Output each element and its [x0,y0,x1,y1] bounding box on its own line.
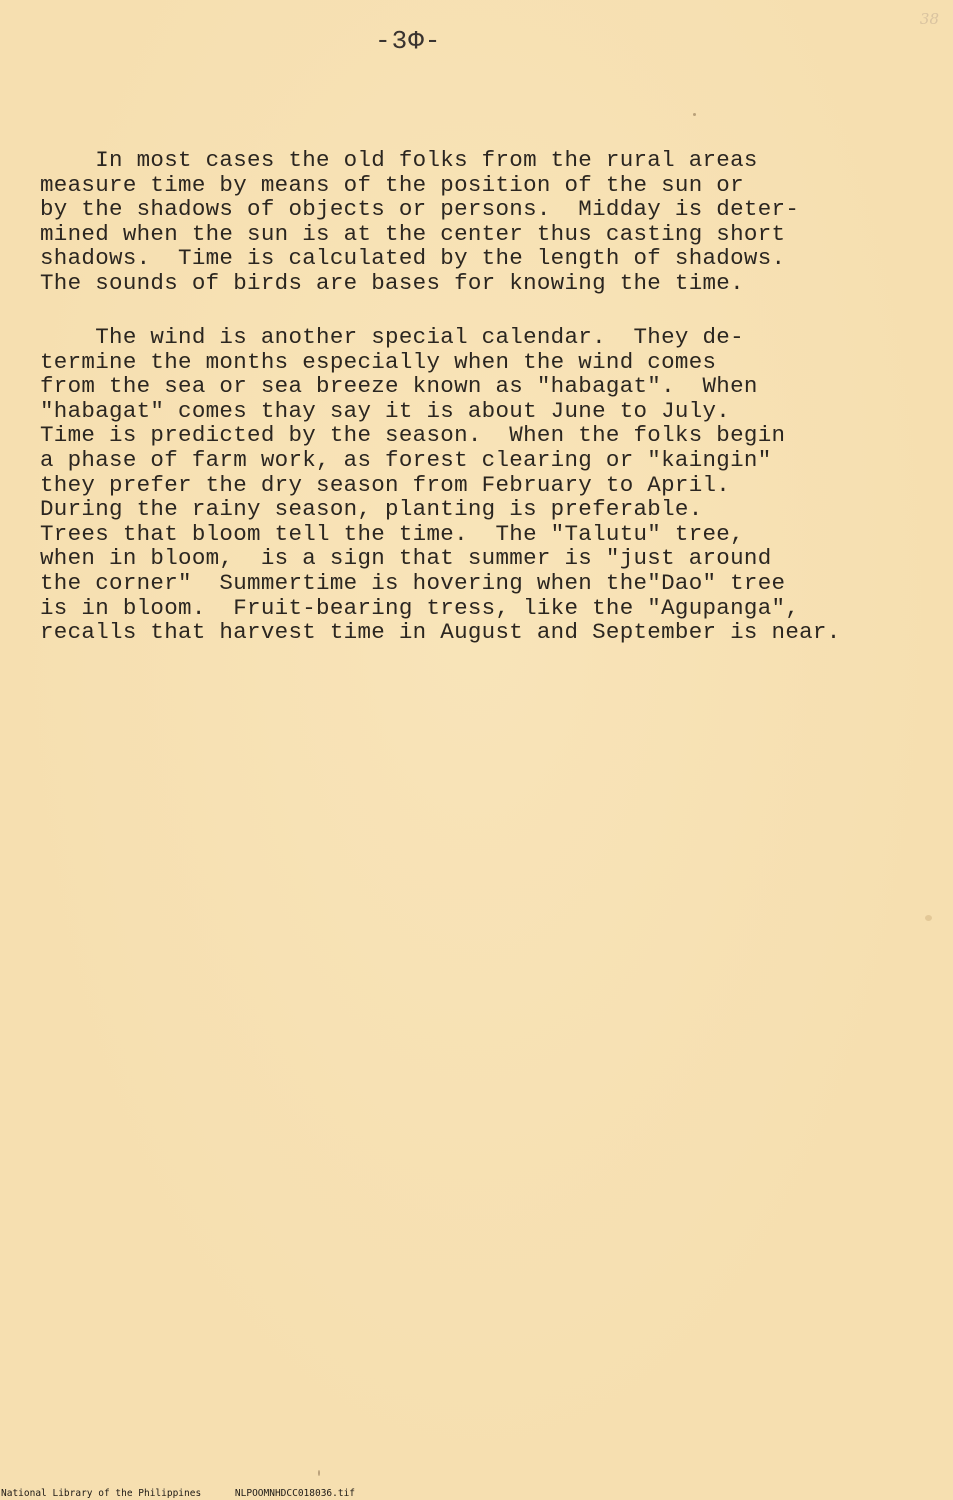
text-line: During the rainy season, planting is preferable. [40,496,703,523]
text-line: Trees that bloom tell the time. The "Talutu" tree, [40,520,744,547]
scan-footer [1,1488,383,1499]
text-line: is in bloom. Fruit-bearing tress, like the "Agupanga", [40,594,800,621]
text-line: In most cases the old folks from the rural areas [40,147,758,173]
text-line: termine the months especially when the wind comes [40,348,717,375]
text-line: The sounds of birds are bases for knowing the time. [40,269,744,296]
scan-filename: NLPOOMNHDCC018036.tif [234,1488,356,1499]
corner-page-mark: 38 [919,10,939,28]
library-credit: National Library of the Philippines [1,1488,202,1499]
text-line: by the shadows of objects or persons. Midday is deter- [40,196,800,223]
text-line: the corner" Summertime is hovering when the"Dao" tree [40,569,786,596]
text-line: mined when the sun is at the center thus casting short [40,220,786,247]
paragraph-wind-calendar [40,325,920,645]
text-line: a phase of farm work, as forest clearing or "kaingin" [40,446,772,473]
paragraph-time-measurement [40,148,920,296]
paper-speck [693,113,696,116]
text-line: from the sea or sea breeze known as "habagat". When [40,373,758,400]
text-line: "habagat" comes thay say it is about June to July. [40,397,731,424]
text-line: shadows. Time is calculated by the length of shadows. [40,245,786,272]
paper-speck [318,1470,320,1476]
page-number: -3Φ- [375,26,442,56]
text-line: recalls that harvest time in August and September is near. [40,619,841,646]
text-line: they prefer the dry season from February to April. [40,471,731,498]
text-line: when in bloom, is a sign that summer is "just around [40,545,772,572]
text-line: The wind is another special calendar. They de- [40,324,744,350]
paper-speck [925,915,932,921]
text-line: measure time by means of the position of the sun or [40,171,744,198]
text-line: Time is predicted by the season. When the folks begin [40,422,786,449]
